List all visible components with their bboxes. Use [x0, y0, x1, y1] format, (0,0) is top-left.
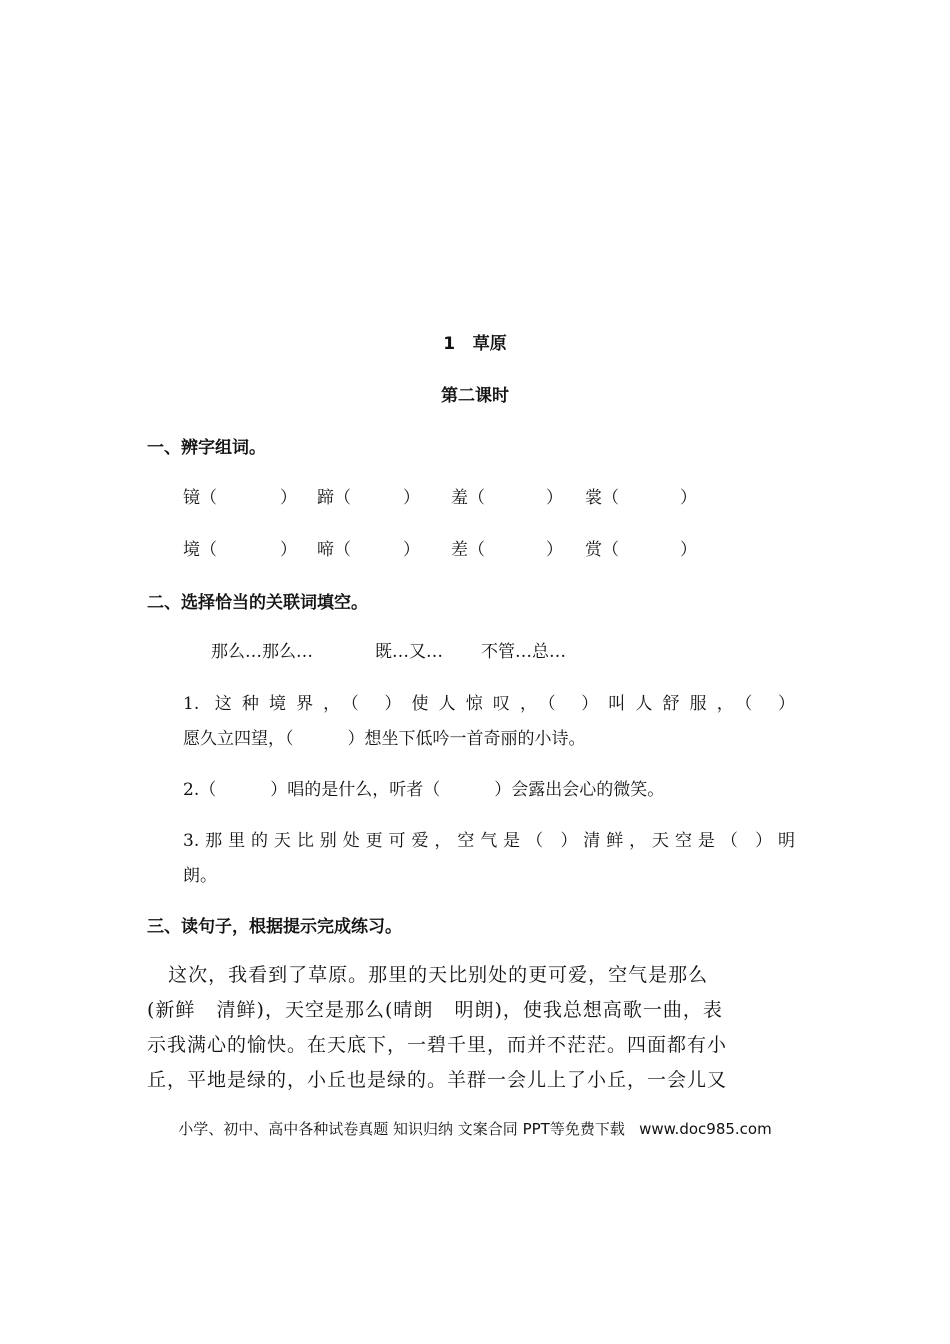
row1-char4: 裳（ [585, 488, 619, 508]
row2-close3: ） [546, 540, 563, 560]
question-3-line1: 3.那里的天比别处更可爱，空气是（ ）清鲜，天空是（ ）明 [183, 831, 795, 851]
row2-close2: ） [403, 540, 420, 560]
row1-char1: 镜（ [183, 488, 217, 508]
section1-heading: 一、辨字组词。 [147, 438, 266, 458]
question-1-line2: 愿久立四望，（ ）想坐下低吟一首奇丽的小诗。 [183, 729, 586, 749]
question-2: 2.（ ）唱的是什么，听者（ ）会露出会心的微笑。 [183, 780, 665, 800]
row2-close4: ） [680, 540, 697, 560]
section3-heading: 三、读句子，根据提示完成练习。 [147, 917, 402, 937]
row2-char3: 差（ [451, 540, 485, 560]
footer-banner: 小学、初中、高中各种试卷真题 知识归纳 文案合同 PPT等免费下载 www.doc985.com [178, 1120, 772, 1138]
option-3: 不管…总… [481, 642, 566, 662]
section2-heading: 二、选择恰当的关联词填空。 [147, 593, 368, 613]
row1-close1: ） [280, 488, 297, 508]
row1-close3: ） [546, 488, 563, 508]
question-3-line2: 朗。 [183, 866, 217, 886]
passage-line: 这次，我看到了草原。那里的天比别处的更可爱，空气是那么 [147, 964, 709, 986]
row2-char2: 啼（ [317, 540, 351, 560]
row1-close2: ） [403, 488, 420, 508]
row2-close1: ） [280, 540, 297, 560]
passage-line: 丘，平地是绿的，小丘也是绿的。羊群一会儿上了小丘，一会儿又 [147, 1069, 728, 1091]
row1-close4: ） [680, 488, 697, 508]
row2-char1: 境（ [183, 540, 217, 560]
lesson-title: 1 草原 [443, 334, 507, 354]
row2-char4: 赏（ [585, 540, 619, 560]
passage-line: 示我满心的愉快。在天底下，一碧千里，而并不茫茫。四面都有小 [147, 1034, 728, 1056]
row1-char2: 蹄（ [317, 488, 351, 508]
option-2: 既…又… [375, 642, 443, 662]
passage-line: (新鲜 清鲜)，天空是那么(晴朗 明朗)，使我总想高歌一曲，表 [147, 999, 723, 1021]
row1-char3: 羞（ [451, 488, 485, 508]
lesson-subtitle: 第二课时 [441, 386, 509, 406]
option-1: 那么…那么… [211, 642, 313, 662]
question-1-line1: 1. 这种境界，（ ）使人惊叹，（ ）叫人舒服，（ ） [183, 694, 795, 714]
